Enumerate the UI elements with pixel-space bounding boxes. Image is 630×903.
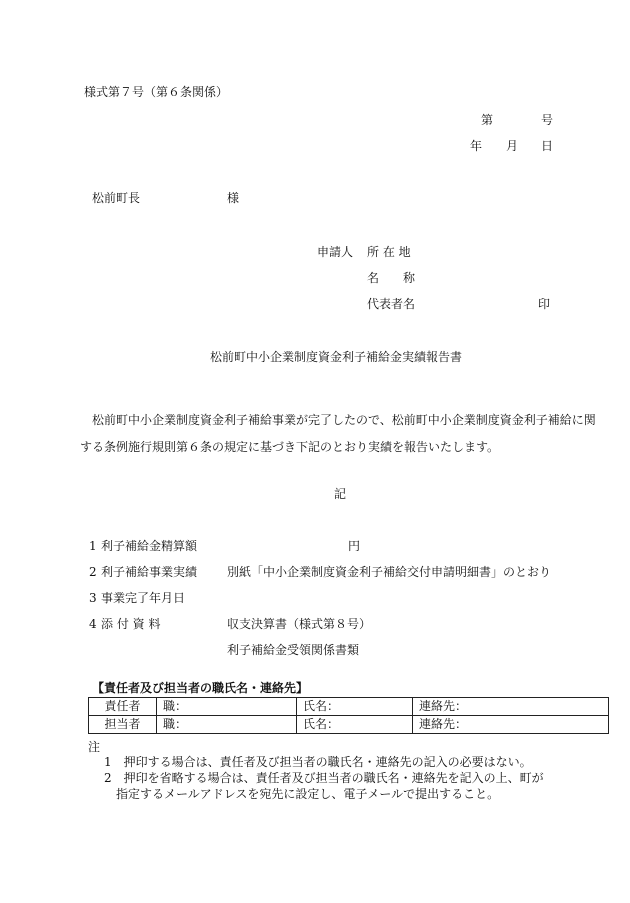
form-number: 様式第７号（第６条関係）: [84, 85, 229, 99]
contact-row-staff: [89, 716, 609, 734]
responsible-name-field[interactable]: 氏名：: [297, 698, 413, 716]
note-2-line-1: 2 押印を省略する場合は、責任者及び担当者の職氏名・連絡先を記入の上、町が: [104, 771, 544, 785]
document-title: 松前町中小企業制度資金利子補給金実績報告書: [210, 350, 463, 364]
item-4-value: 収支決算書（様式第８号）: [227, 617, 372, 631]
applicant-address-label: 所 在 地: [367, 245, 411, 259]
item-2-label: 利子補給事業実績: [101, 565, 198, 579]
contact-row-responsible: [89, 698, 609, 716]
item-3-label: 事業完了年月日: [101, 591, 186, 605]
note-1: 1 押印する場合は、責任者及び担当者の職氏名・連絡先の記入の必要はない。: [104, 755, 532, 769]
item-2-number: 2: [89, 565, 97, 579]
staff-name-field[interactable]: 氏名：: [297, 716, 413, 734]
addressee-name: 松前町長: [92, 191, 141, 205]
staff-title-field[interactable]: 職：: [157, 716, 297, 734]
item-1-number: 1: [89, 539, 97, 553]
item-2-value: 別紙「中小企業制度資金利子補給交付申請明細書」のとおり: [227, 565, 552, 579]
responsible-contact-field[interactable]: 連絡先：: [413, 698, 609, 716]
document-number-prefix: 第: [481, 113, 494, 127]
contact-heading: 【責任者及び担当者の職氏名・連絡先】: [92, 681, 309, 695]
item-4-number: 4: [89, 617, 97, 631]
staff-contact-field[interactable]: 連絡先：: [413, 716, 609, 734]
date-day: 日: [541, 139, 554, 153]
responsible-role: 責任者: [89, 698, 157, 716]
applicant-label: 申請人: [317, 245, 354, 259]
date-year: 年: [470, 139, 483, 153]
document-number-suffix: 号: [541, 113, 554, 127]
addressee-honorific: 様: [227, 191, 240, 205]
body-line-1: 松前町中小企業制度資金利子補給事業が完了したので、松前町中小企業制度資金利子補給に関: [92, 413, 596, 427]
applicant-name-label: 名 称: [367, 271, 416, 285]
item-4-label: 添 付 資 料: [101, 617, 161, 631]
seal-mark: 印: [538, 297, 551, 311]
item-1-label: 利子補給金精算額: [101, 539, 198, 553]
contact-table: [88, 697, 609, 734]
applicant-representative-label: 代表者名: [367, 297, 416, 311]
date-month: 月: [506, 139, 519, 153]
staff-role: 担当者: [89, 716, 157, 734]
item-3-number: 3: [89, 591, 97, 605]
responsible-title-field[interactable]: 職：: [157, 698, 297, 716]
item-1-value: 円: [348, 539, 361, 553]
body-line-2: する条例施行規則第６条の規定に基づき下記のとおり実績を報告いたします。: [80, 440, 500, 454]
ki-heading: 記: [334, 487, 347, 501]
note-2-line-2: 指定するメールアドレスを宛先に設定し、電子メールで提出すること。: [116, 787, 500, 801]
notes-label: 注: [88, 740, 101, 754]
item-4-value-2: 利子補給金受領関係書類: [227, 643, 360, 657]
